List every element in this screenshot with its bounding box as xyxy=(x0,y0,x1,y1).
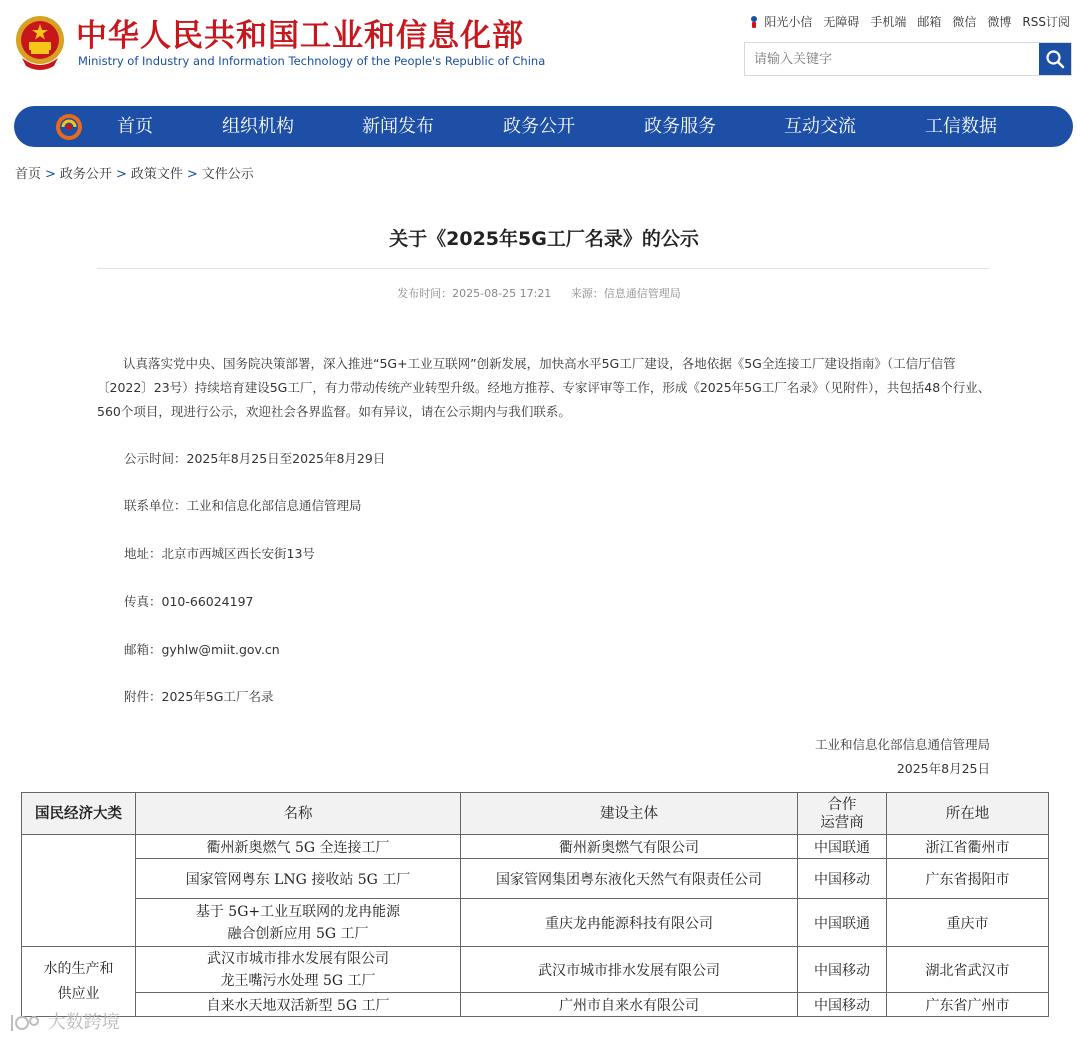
link-sunshine[interactable]: 阳光小信 xyxy=(764,15,813,29)
fax: 传真：010-66024197 xyxy=(124,594,254,609)
cell-operator: 中国移动 xyxy=(798,993,887,1017)
link-accessibility[interactable]: 无障碍 xyxy=(823,15,860,29)
contact-unit: 联系单位：工业和信息化部信息通信管理局 xyxy=(124,498,362,513)
cell-location: 浙江省衢州市 xyxy=(887,835,1049,859)
cell-operator: 中国联通 xyxy=(798,899,887,947)
publish-time: 发布时间：2025-08-25 17:21 xyxy=(397,287,552,300)
category-cell xyxy=(22,835,136,947)
header-operator-line2: 运营商 xyxy=(820,814,864,831)
breadcrumb xyxy=(15,163,254,182)
table-row xyxy=(22,899,1049,947)
link-rss[interactable]: RSS订阅 xyxy=(1022,15,1070,29)
title-divider xyxy=(97,268,990,269)
link-weibo[interactable]: 微博 xyxy=(987,15,1012,29)
breadcrumb-separator: > xyxy=(115,167,127,182)
signature: 工业和信息化部信息通信管理局 xyxy=(814,737,990,752)
category-cell xyxy=(22,947,136,1017)
site-title[interactable]: 中华人民共和国工业和信息化部 xyxy=(76,18,524,54)
search-box xyxy=(744,42,1072,76)
category-line1: 水的生产和 xyxy=(43,960,114,977)
table-row xyxy=(22,859,1049,899)
factory-list-table xyxy=(21,792,1049,1017)
nav-item-data[interactable]: 工信数据 xyxy=(925,116,997,137)
cell-location: 湖北省武汉市 xyxy=(887,947,1049,993)
nav-item-news[interactable]: 新闻发布 xyxy=(362,116,434,137)
email[interactable]: 邮箱：gyhlw@miit.gov.cn xyxy=(124,642,280,657)
miit-logo-icon xyxy=(54,112,84,142)
nav-item-organization[interactable]: 组织机构 xyxy=(222,116,294,137)
cell-builder: 衢州新奥燃气有限公司 xyxy=(461,835,798,859)
national-emblem-icon xyxy=(14,14,66,72)
cell-location: 广东省揭阳市 xyxy=(887,859,1049,899)
table-row xyxy=(22,993,1049,1017)
sign-date: 2025年8月25日 xyxy=(896,761,990,776)
breadcrumb-separator: > xyxy=(45,167,56,182)
search-button[interactable] xyxy=(1039,43,1071,75)
table-header: 名称 xyxy=(136,793,461,835)
breadcrumb-current[interactable]: 文件公示 xyxy=(201,167,254,182)
cell-location: 重庆市 xyxy=(887,899,1049,947)
cell-builder: 重庆龙冉能源科技有限公司 xyxy=(461,899,798,947)
cell-location: 广东省广州市 xyxy=(887,993,1049,1017)
breadcrumb-policy-files[interactable]: 政策文件 xyxy=(130,167,183,182)
article-title: 关于《2025年5G工厂名录》的公示 xyxy=(389,228,699,250)
cell-name: 自来水天地双活新型 5G 工厂 xyxy=(136,993,461,1017)
header-operator-line1: 合作 xyxy=(827,796,857,813)
notice-period: 公示时间：2025年8月25日至2025年8月29日 xyxy=(124,451,386,466)
cell-name xyxy=(136,947,461,993)
nav-item-gov-affairs-public[interactable]: 政务公开 xyxy=(503,116,575,137)
cell-builder: 广州市自来水有限公司 xyxy=(461,993,798,1017)
table-header: 国民经济大类 xyxy=(22,793,136,835)
cell-name-line1: 基于 5G+工业互联网的龙冉能源 xyxy=(195,903,401,920)
breadcrumb-separator: > xyxy=(186,167,198,182)
table-header xyxy=(798,793,887,835)
table-header: 所在地 xyxy=(887,793,1049,835)
link-mailbox[interactable]: 邮箱 xyxy=(917,15,942,29)
attachment-link[interactable]: 附件：2025年5G工厂名录 xyxy=(124,689,274,704)
top-links xyxy=(748,13,1070,30)
search-input[interactable] xyxy=(745,43,1037,75)
search-icon xyxy=(1045,49,1065,69)
table-row xyxy=(22,947,1049,993)
cell-name-line1: 武汉市城市排水发展有限公司 xyxy=(207,950,389,967)
nav-item-gov-services[interactable]: 政务服务 xyxy=(644,116,716,137)
cell-builder: 武汉市城市排水发展有限公司 xyxy=(461,947,798,993)
breadcrumb-gov-affairs[interactable]: 政务公开 xyxy=(59,167,112,182)
cell-operator: 中国移动 xyxy=(798,859,887,899)
category-line2: 供应业 xyxy=(57,985,100,1002)
site-header xyxy=(0,0,1080,100)
watermark-logo-icon xyxy=(8,1013,42,1033)
cell-builder: 国家管网集团粤东液化天然气有限责任公司 xyxy=(461,859,798,899)
main-nav xyxy=(14,106,1073,147)
cell-operator: 中国移动 xyxy=(798,947,887,993)
nav-item-interaction[interactable]: 互动交流 xyxy=(784,116,856,137)
watermark-text: 大数跨境 xyxy=(47,1012,120,1033)
cell-name xyxy=(136,899,461,947)
cell-name-line2: 龙王嘴污水处理 5G 工厂 xyxy=(220,972,376,989)
link-wechat[interactable]: 微信 xyxy=(952,15,977,29)
address: 地址：北京市西城区西长安街13号 xyxy=(124,546,315,561)
cell-name: 国家管网粤东 LNG 接收站 5G 工厂 xyxy=(136,859,461,899)
table-header: 建设主体 xyxy=(461,793,798,835)
article-meta xyxy=(0,285,1078,301)
cell-operator: 中国联通 xyxy=(798,835,887,859)
watermark xyxy=(8,1008,120,1034)
article-paragraph: 认真落实党中央、国务院决策部署，深入推进“5G+工业互联网”创新发展，加快高水平5G工厂建设，各地依据《5G全连接工厂建设指南》（工信厅信管〔2022〕23号）持续培育建设5G工厂，有力带动传统产业转型升级。经地方推荐、专家评审等工作，形成《2025年5G工厂名录》（见附件），共包括48个行业、560个项目，现进行公示，欢迎社会各界监督。如有异议，请在公示期内与我们联系。 xyxy=(97,356,991,419)
breadcrumb-home[interactable]: 首页 xyxy=(15,167,42,182)
table-header-row xyxy=(22,793,1049,835)
article-source: 来源：信息通信管理局 xyxy=(570,287,681,300)
nav-item-home[interactable]: 首页 xyxy=(117,116,153,137)
cell-name: 衢州新奥燃气 5G 全连接工厂 xyxy=(136,835,461,859)
site-subtitle: Ministry of Industry and Information Technology of the People's Republic of China xyxy=(78,54,546,68)
link-mobile[interactable]: 手机端 xyxy=(870,15,907,29)
sunshine-mascot-icon xyxy=(748,15,760,29)
cell-name-line2: 融合创新应用 5G 工厂 xyxy=(227,925,369,942)
table-row xyxy=(22,835,1049,859)
